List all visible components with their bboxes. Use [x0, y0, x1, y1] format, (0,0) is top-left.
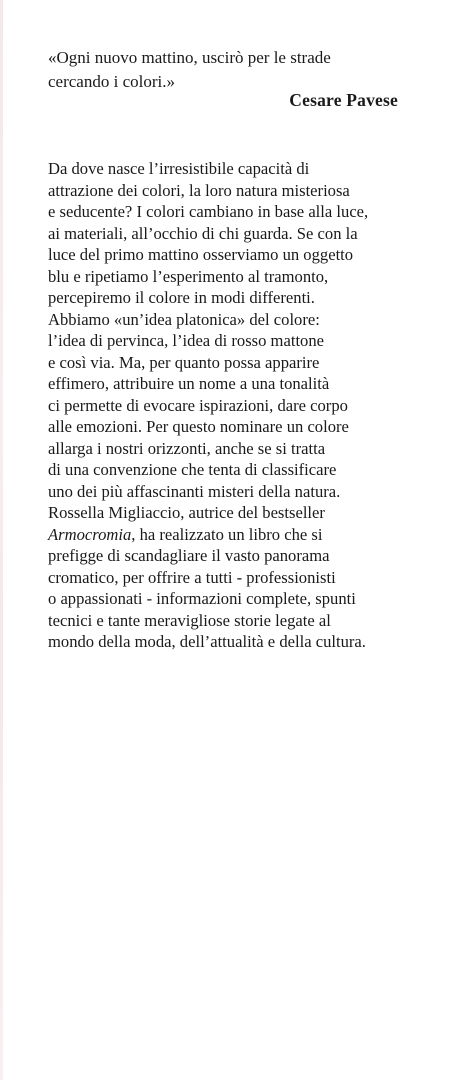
epigraph-line: cercando i colori.» — [48, 72, 175, 91]
epigraph-line: «Ogni nuovo mattino, uscirò per le strade — [48, 48, 331, 67]
description-line: percepiremo il colore in modi differenti. — [48, 288, 315, 307]
description-line: l’idea di pervinca, l’idea di rosso mattone — [48, 331, 325, 350]
description-line: ai materiali, all’occhio di chi guarda. Se con la — [48, 223, 358, 243]
description-line: e così via. Ma, per quanto possa apparire — [48, 352, 320, 372]
description-line: cromatico, per offrire a tutti - professionisti — [48, 567, 336, 587]
description-line: ci permette di evocare ispirazioni, dare corpo — [48, 395, 348, 415]
description-line: tecnici e tante meravigliose storie legate al — [48, 610, 331, 630]
description-line: Da dove nasce l’irresistibile capacità di — [48, 159, 310, 178]
epigraph-quote — [48, 46, 428, 94]
description-line: effimero, attribuire un nome a una tonalità — [48, 374, 330, 393]
description-line: uno dei più affascinanti misteri della natura. — [48, 481, 341, 501]
book-description — [48, 158, 428, 653]
description-line-with-title — [48, 524, 428, 546]
page-edge — [0, 0, 3, 1080]
description-line: e seducente? I colori cambiano in base alla luce, — [48, 202, 369, 221]
description-line: o appassionati - informazioni complete, spunti — [48, 589, 356, 608]
description-line: blu e ripetiamo l’esperimento al tramonto, — [48, 266, 329, 286]
description-line: allarga i nostri orizzonti, anche se si tratta — [48, 438, 326, 458]
description-line: luce del primo mattino osserviamo un oggetto — [48, 245, 354, 264]
description-line-tail: , ha realizzato un libro che si — [131, 524, 323, 544]
description-line: di una convenzione che tenta di classificare — [48, 460, 337, 479]
description-line: alle emozioni. Per questo nominare un colore — [48, 417, 349, 436]
epigraph-author: Cesare Pavese — [289, 90, 398, 110]
description-line: Abbiamo «un’idea platonica» del colore: — [48, 309, 320, 329]
description-line: mondo della moda, dell’attualità e della cultura. — [48, 632, 366, 651]
description-line: Rossella Migliaccio, autrice del bestseller — [48, 503, 325, 522]
description-line: attrazione dei colori, la loro natura misteriosa — [48, 180, 350, 200]
description-line: prefigge di scandagliare il vasto panorama — [48, 546, 330, 565]
book-title: Armocromia — [48, 524, 132, 544]
